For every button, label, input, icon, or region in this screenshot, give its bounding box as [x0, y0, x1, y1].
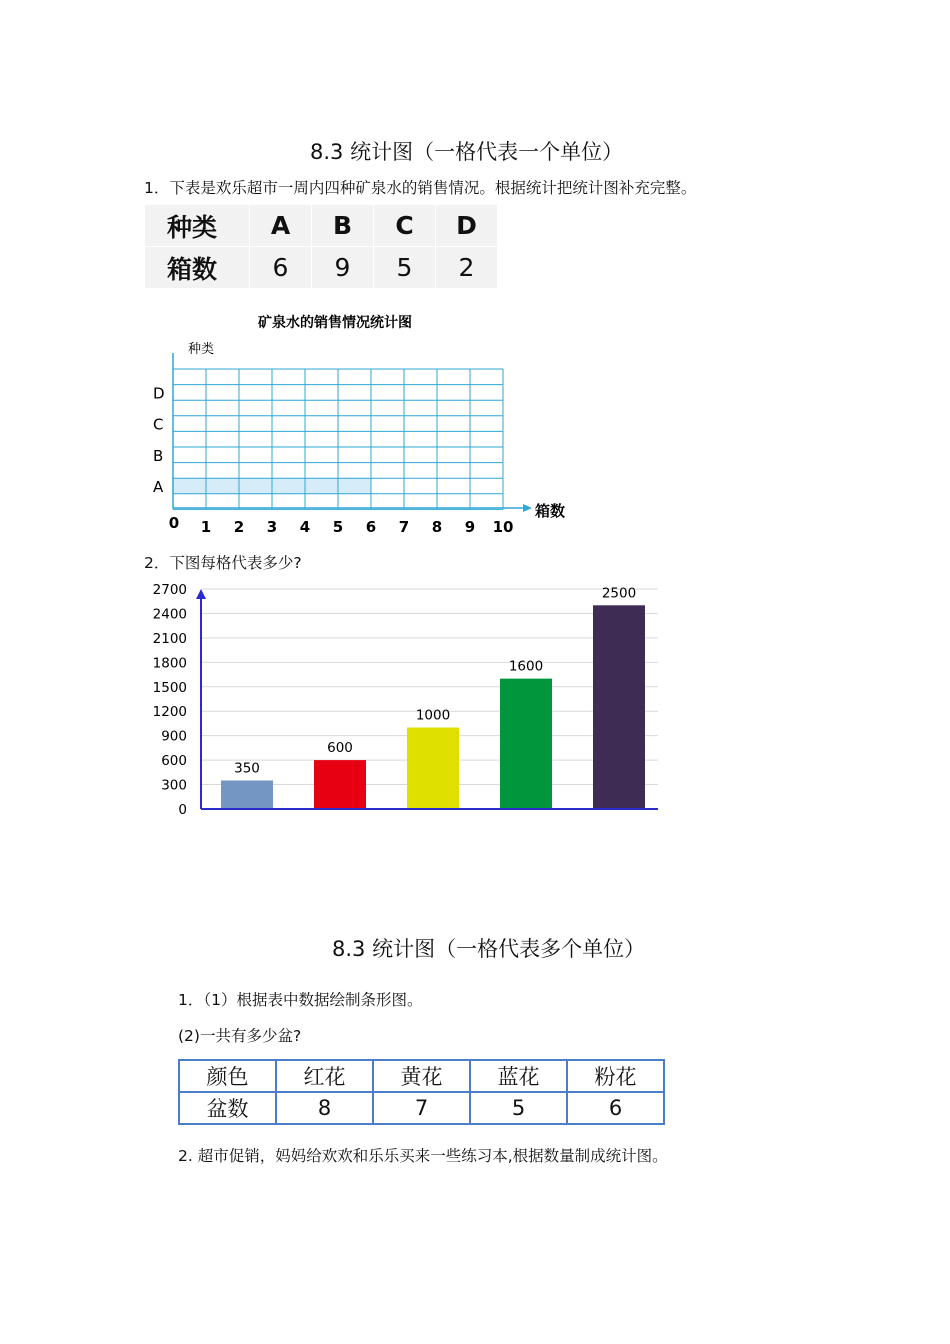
chart1-category-label: B: [153, 446, 164, 465]
chart2-data-label: 1000: [415, 707, 451, 724]
header-cell: 黄花: [373, 1060, 470, 1092]
header-cell: 粉花: [567, 1060, 664, 1092]
kind-cell: D: [436, 205, 498, 247]
section2-title: 8.3 统计图（一格代表多个单位）: [332, 937, 646, 961]
chart2-y-tick: 0: [178, 802, 187, 818]
chart1-category-label: C: [153, 415, 164, 434]
chart1-x-tick: 6: [365, 518, 377, 536]
bar-chart-2: [140, 578, 665, 823]
chart2-y-tick: 2700: [152, 582, 187, 598]
chart2-y-arrow: [196, 589, 206, 599]
chart2-y-tick: 2100: [152, 630, 187, 647]
chart2-y-tick: 300: [161, 777, 187, 794]
chart1-x-tick: 9: [464, 518, 476, 536]
chart2-y-tick: 1800: [152, 655, 187, 672]
chart2-y-tick: 600: [161, 753, 187, 770]
chart2-data-label: 2500: [601, 585, 637, 602]
chart1-x-tick: 10: [492, 518, 514, 536]
chart1-x-tick: 4: [299, 518, 311, 536]
chart2-y-tick: 2400: [152, 606, 187, 623]
water-sales-chart: [140, 305, 590, 540]
data-cell: 7: [373, 1092, 470, 1124]
data-cell: 6: [567, 1092, 664, 1124]
chart2-bar: [221, 780, 273, 809]
chart1-x-tick: 3: [266, 518, 278, 536]
chart2-bar: [407, 728, 459, 809]
chart1-x-tick: 0: [168, 514, 180, 532]
question-1: 1．下表是欢乐超市一周内四种矿泉水的销售情况。根据统计把统计图补充完整。: [144, 179, 697, 197]
chart2-y-tick: 900: [161, 728, 187, 745]
header-cell: 红花: [276, 1060, 373, 1092]
chart2-bar: [500, 679, 552, 809]
chart1-title: 矿泉水的销售情况统计图: [258, 315, 412, 331]
chart2-bar: [314, 760, 366, 809]
header-cell: 蓝花: [470, 1060, 567, 1092]
header-cell: 颜色: [179, 1060, 276, 1092]
chart1-x-tick: 2: [233, 518, 245, 536]
chart2-data-label: 350: [234, 760, 260, 777]
chart1-x-tick: 1: [200, 518, 212, 536]
question-2: 2．下图每格代表多少?: [144, 554, 302, 572]
count-cell: 2: [436, 247, 498, 289]
flower-table: [178, 1059, 665, 1125]
kind-cell: A: [250, 205, 312, 247]
chart2-data-label: 1600: [508, 658, 544, 675]
chart2-y-tick: 1500: [152, 679, 187, 696]
chart1-x-tick: 5: [332, 518, 344, 536]
count-cell: 9: [312, 247, 374, 289]
section1-title: 8.3 统计图（一格代表一个单位）: [310, 140, 624, 164]
count-cell: 6: [250, 247, 312, 289]
chart1-ylabel: 种类: [188, 342, 215, 357]
chart2-data-label: 600: [327, 740, 353, 757]
chart1-category-label: D: [153, 384, 165, 403]
data-cell: 8: [276, 1092, 373, 1124]
count-cell: 5: [374, 247, 436, 289]
data-cell: 盆数: [179, 1092, 276, 1124]
section2-question-2: 2. 超市促销，妈妈给欢欢和乐乐买来一些练习本,根据数量制成统计图。: [178, 1147, 668, 1165]
chart2-bar: [593, 605, 645, 809]
chart2-y-tick: 1200: [152, 704, 187, 721]
section2-question-1a: 1．（1）根据表中数据绘制条形图。: [178, 991, 423, 1009]
kind-cell: C: [374, 205, 436, 247]
chart1-x-tick: 8: [431, 518, 443, 536]
chart1-x-tick: 7: [398, 518, 410, 536]
row-label-count: 箱数: [145, 247, 250, 289]
data-cell: 5: [470, 1092, 567, 1124]
row-label-kind: 种类: [145, 205, 250, 247]
section2-question-1b: (2)一共有多少盆?: [178, 1027, 302, 1045]
chart1-category-label: A: [153, 478, 164, 496]
sales-table: [144, 204, 498, 289]
chart1-x-arrow: [523, 504, 532, 512]
kind-cell: B: [312, 205, 374, 247]
chart1-xlabel: 箱数: [535, 502, 566, 520]
